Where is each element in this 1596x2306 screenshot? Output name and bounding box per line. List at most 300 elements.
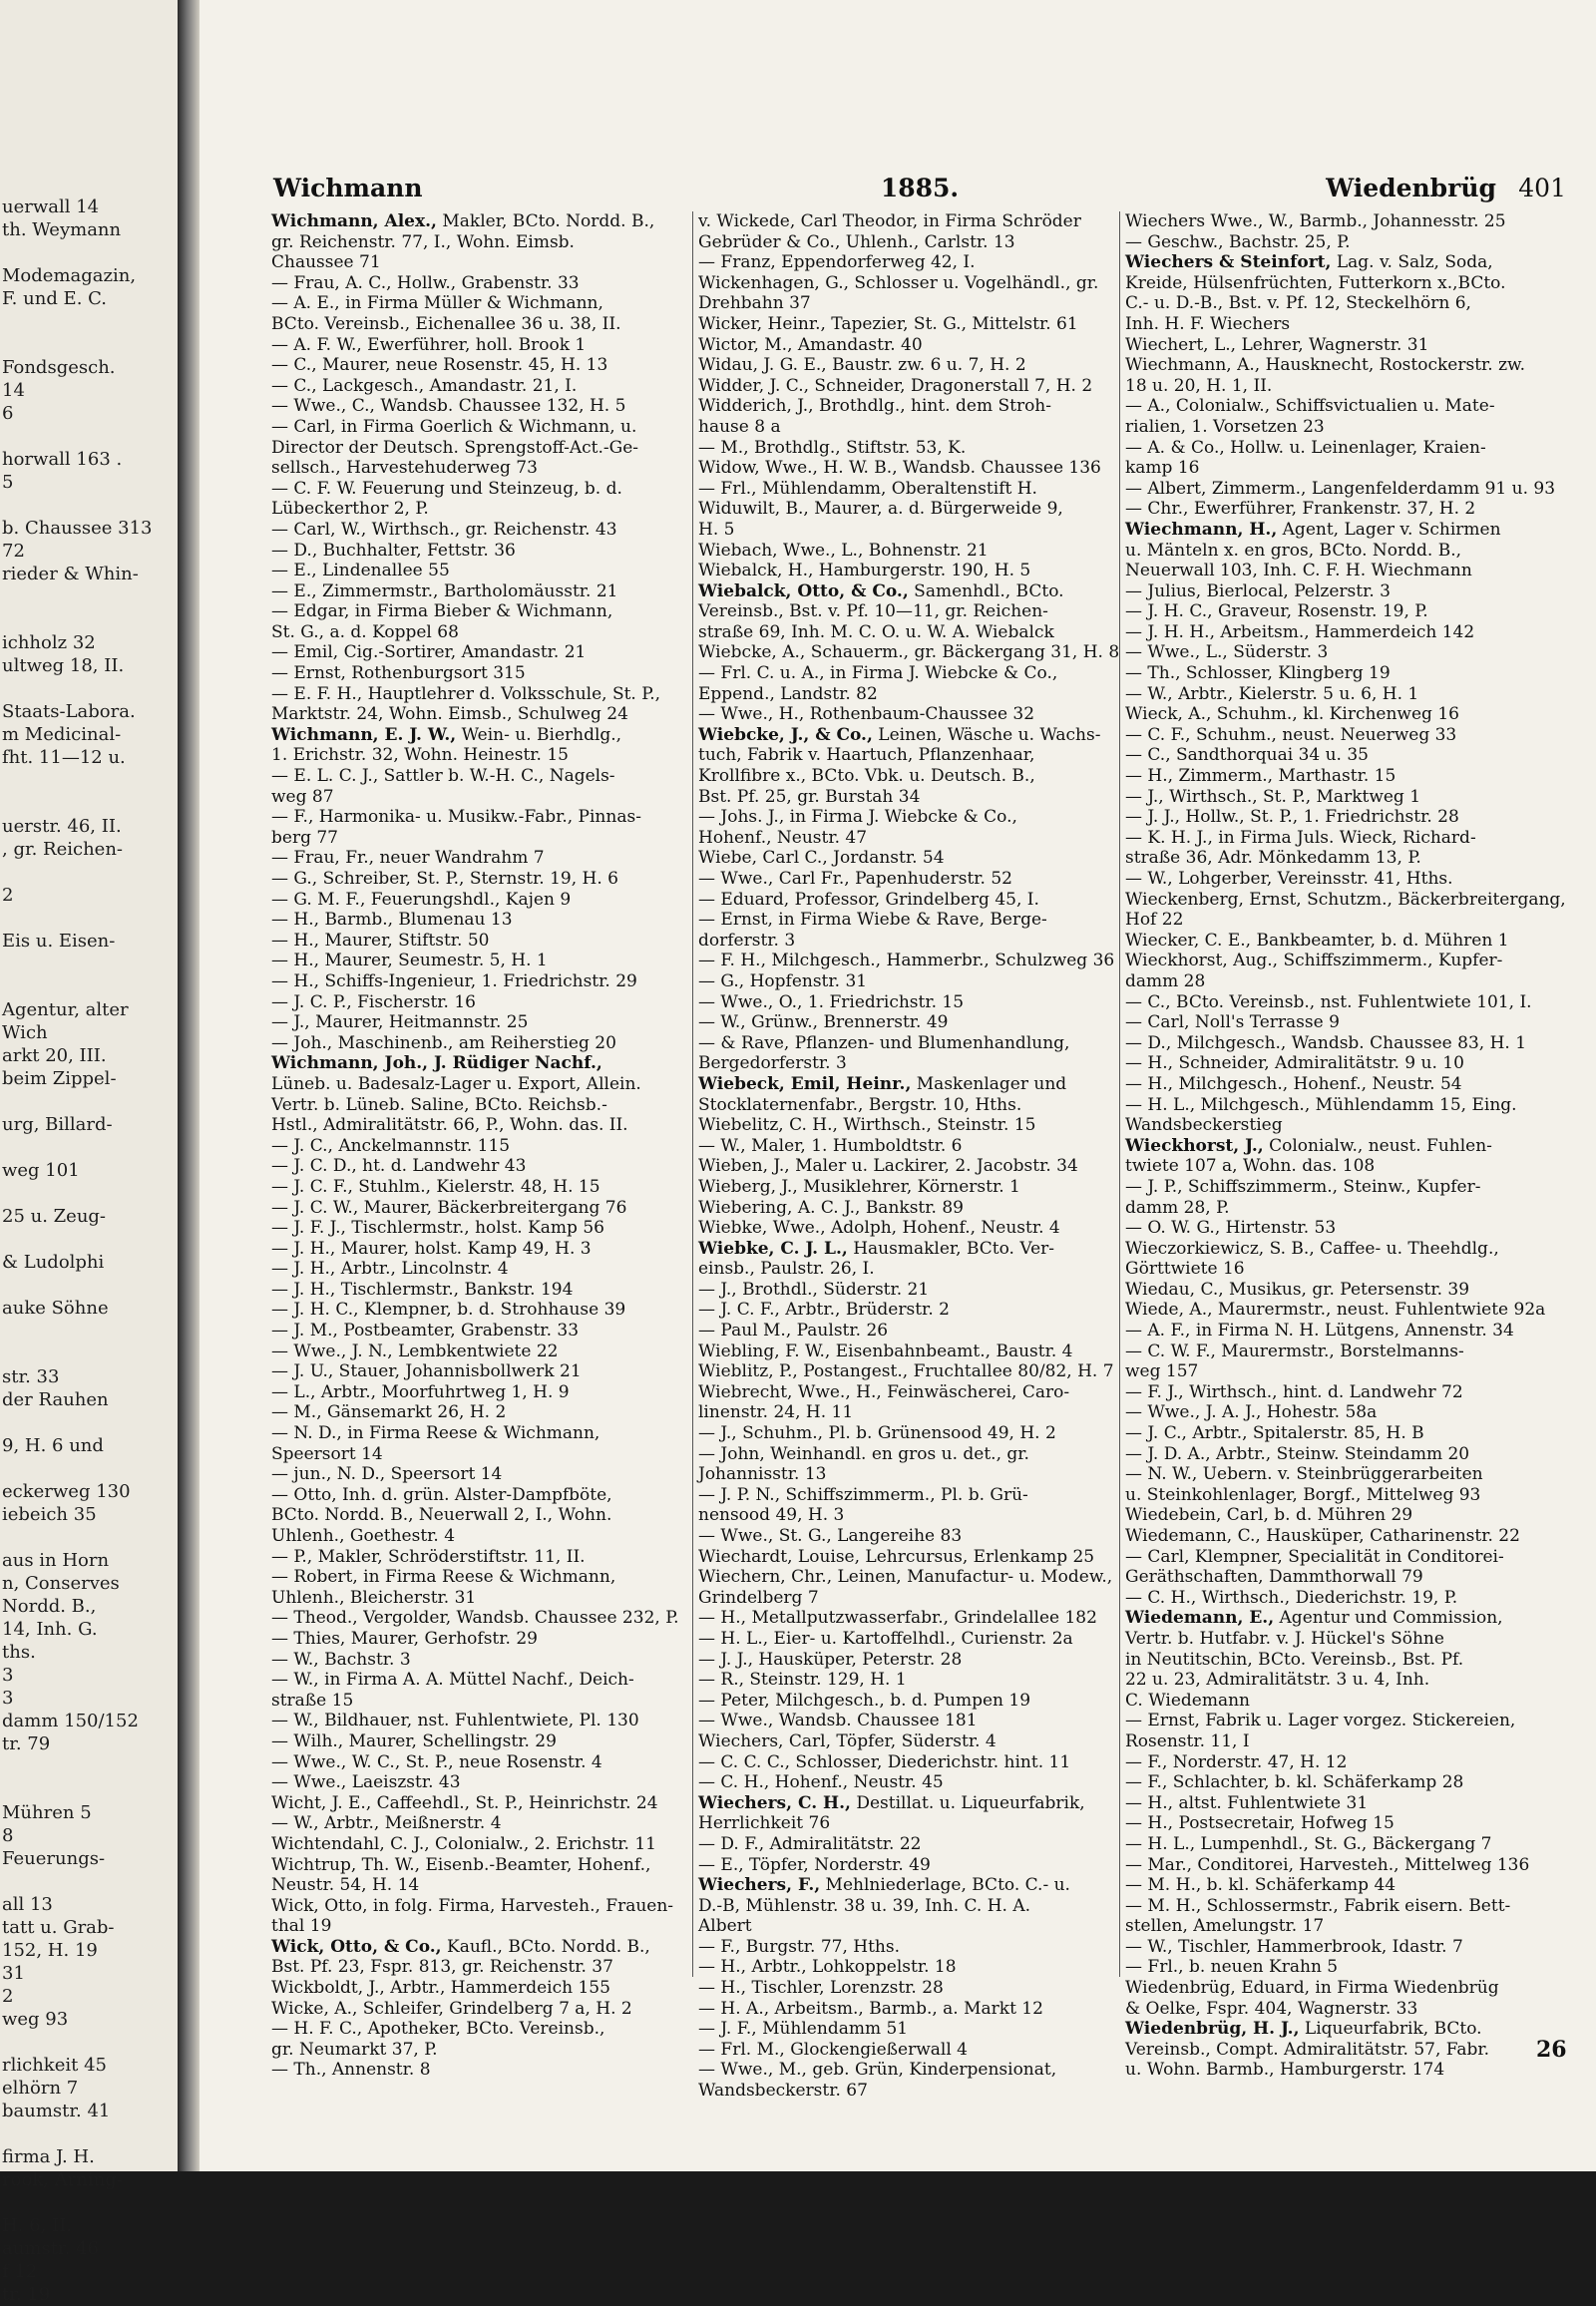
left-fragment-line: & Ludolphi <box>2 1252 105 1273</box>
directory-entry: weg 157 <box>1125 1361 1199 1382</box>
left-fragment-line: 31 <box>2 1963 25 1984</box>
directory-entry: Geräthschaften, Dammthorwall 79 <box>1125 1567 1423 1588</box>
directory-entry: — E., Lindenallee 55 <box>271 561 450 581</box>
directory-entry: Widuwilt, B., Maurer, a. d. Bürgerweide 9, <box>698 499 1063 520</box>
directory-entry: — G., Hopfenstr. 31 <box>698 970 868 991</box>
directory-entry: Wiedenbrüg, H. J., Liqueurfabrik, BCto. <box>1125 2019 1482 2040</box>
directory-entry: — Wwe., L., Süderstr. 3 <box>1125 642 1329 663</box>
directory-entry: — C., Lackgesch., Amandastr. 21, I. <box>271 375 578 396</box>
directory-entry: — L., Arbtr., Moorfuhrtweg 1, H. 9 <box>271 1381 570 1402</box>
directory-entry: — Carl, Klempner, Specialität in Conditorei- <box>1125 1546 1504 1567</box>
directory-entry: — J. H., Tischlermstr., Bankstr. 194 <box>271 1279 574 1300</box>
directory-entry: Wiebalck, Otto, & Co., Samenhdl., BCto. <box>698 580 1064 601</box>
directory-entry: Wiebe, Carl C., Jordanstr. 54 <box>698 848 945 869</box>
directory-entry: — Julius, Bierlocal, Pelzerstr. 3 <box>1125 580 1391 601</box>
left-fragment-line <box>2 2191 178 2214</box>
directory-entry: Widau, J. G. E., Baustr. zw. 6 u. 7, H. 2 <box>698 355 1026 376</box>
directory-entry: — J. C. F., Arbtr., Brüderstr. 2 <box>698 1300 950 1321</box>
directory-entry: — F. J., Wirthsch., hint. d. Landwehr 72 <box>1125 1381 1463 1402</box>
directory-entry: Krollfibre x., BCto. Vbk. u. Deutsch. B., <box>698 766 1035 787</box>
left-fragment-line: damm 150/152 <box>2 1711 139 1731</box>
directory-entry: Wiedemann, C., Hausküper, Catharinenstr. 22 <box>1125 1526 1520 1546</box>
directory-entry: — Otto, Inh. d. grün. Alster-Dampfböte, <box>271 1484 612 1505</box>
directory-entry: Wick, Otto, in folg. Firma, Harvesteh., Frauen- <box>271 1895 674 1916</box>
directory-entry: — H., Postsecretair, Hofweg 15 <box>1125 1813 1395 1834</box>
left-fragment-line: 14, Inh. G. <box>2 1619 98 1640</box>
directory-entry: St. G., a. d. Koppel 68 <box>271 621 459 642</box>
directory-entry: — J. F., Mühlendamm 51 <box>698 2019 909 2040</box>
directory-entry: — Mar., Conditorei, Harvesteh., Mittelweg 136 <box>1125 1854 1530 1875</box>
directory-entry: — J. H. C., Graveur, Rosenstr. 19, P. <box>1125 601 1428 622</box>
directory-entry: 18 u. 20, H. 1, II. <box>1125 375 1273 396</box>
directory-entry: straße 69, Inh. M. C. O. u. W. A. Wiebalck <box>698 621 1054 642</box>
directory-entry: Rosenstr. 11, I <box>1125 1730 1250 1751</box>
directory-entry: Wieckhorst, J., Colonialw., neust. Fuhlen- <box>1125 1135 1492 1156</box>
directory-entry: Stocklaternenfabr., Bergstr. 10, Hths. <box>698 1094 1022 1115</box>
directory-entry: — Edgar, in Firma Bieber & Wichmann, <box>271 601 613 622</box>
directory-entry: — W., Grünw., Brennerstr. 49 <box>698 1012 949 1033</box>
directory-entry: — N. W., Uebern. v. Steinbrüggerarbeiten <box>1125 1464 1483 1485</box>
directory-entry: — J. H. C., Klempner, b. d. Strohhause 39 <box>271 1300 626 1321</box>
left-fragment-line: arkt 20, III. <box>2 1045 107 1066</box>
directory-entry: linenstr. 24, H. 11 <box>698 1402 854 1423</box>
directory-entry: — E. F. H., Hauptlehrer d. Volksschule, St. P., <box>271 683 661 704</box>
directory-entry: Wiechmann, H., Agent, Lager v. Schirmen <box>1125 519 1501 540</box>
directory-entry: — J., Wirthsch., St. P., Marktweg 1 <box>1125 786 1421 807</box>
header-year: 1885. <box>880 174 960 202</box>
directory-entry: — Frau, A. C., Hollw., Grabenstr. 33 <box>271 272 580 293</box>
directory-entry: Johannisstr. 13 <box>698 1464 827 1485</box>
directory-entry: damm 28, P. <box>1125 1197 1230 1218</box>
left-fragment-line: horwall 163 . <box>2 449 123 470</box>
directory-entry: — M. H., b. kl. Schäferkamp 44 <box>1125 1875 1396 1896</box>
directory-entry: — Wwe., J. A. J., Hohestr. 58a <box>1125 1402 1378 1423</box>
directory-entry: — H., Arbtr., Lohkoppelstr. 18 <box>698 1957 957 1978</box>
directory-entry: Drehbahn 37 <box>698 293 811 314</box>
directory-entry: — Wwe., M., geb. Grün, Kinderpensionat, <box>698 2060 1057 2081</box>
left-page-text-column <box>2 195 178 2306</box>
directory-entry: Wiebling, F. W., Eisenbahnbeamt., Baustr. 4 <box>698 1341 1073 1361</box>
directory-entry: Speersort 14 <box>271 1443 383 1464</box>
left-fragment-line: 152, H. 19 <box>2 1940 98 1961</box>
directory-entry: stellen, Amelungstr. 17 <box>1125 1916 1325 1937</box>
directory-entry: Wicht, J. E., Caffeehdl., St. P., Heinrichstr. 24 <box>271 1792 658 1813</box>
directory-entry: — Chr., Ewerführer, Frankenstr. 37, H. 2 <box>1125 499 1476 520</box>
directory-entry: — J. D. A., Arbtr., Steinw. Steindamm 20 <box>1125 1443 1470 1464</box>
directory-entry: u. Wohn. Barmb., Hamburgerstr. 174 <box>1125 2060 1445 2081</box>
left-fragment-line <box>2 425 178 448</box>
directory-entry: — Wwe., C., Wandsb. Chaussee 132, H. 5 <box>271 396 626 417</box>
left-fragment-line: 2 <box>2 885 14 906</box>
directory-entry: — Frl., Mühlendamm, Oberaltenstift H. <box>698 478 1037 499</box>
left-fragment-line: Feuerungs- <box>2 1848 106 1869</box>
directory-entry: tuch, Fabrik v. Haartuch, Pflanzenhaar, <box>698 745 1035 766</box>
directory-entry: — C. W. F., Maurermstr., Borstelmanns- <box>1125 1341 1464 1361</box>
directory-entry: — H. L., Milchgesch., Mühlendamm 15, Eing. <box>1125 1094 1517 1115</box>
left-fragment-line <box>2 310 178 333</box>
left-fragment-line <box>2 1274 178 1297</box>
directory-entry: Wichtendahl, C. J., Colonialw., 2. Erichstr. 11 <box>271 1833 656 1854</box>
directory-entry: — E., Töpfer, Norderstr. 49 <box>698 1854 931 1875</box>
left-fragment-line <box>2 1343 178 1365</box>
directory-entry: — Carl, Noll's Terrasse 9 <box>1125 1012 1340 1033</box>
directory-entry: — Johs. J., in Firma J. Wiebcke & Co., <box>698 807 1017 828</box>
directory-entry: — J. P., Schiffszimmerm., Steinw., Kupfer- <box>1125 1176 1481 1197</box>
directory-entry: Neuerwall 103, Inh. C. F. H. Wiechmann <box>1125 561 1472 581</box>
directory-entry: Wiebeck, Emil, Heinr., Maskenlager und <box>698 1073 1067 1094</box>
directory-entry: Wiebach, Wwe., L., Bohnenstr. 21 <box>698 540 989 561</box>
directory-entry: — J. H., Maurer, holst. Kamp 49, H. 3 <box>271 1238 592 1259</box>
column-rule <box>1119 211 1120 1977</box>
directory-entry: — H., Maurer, Stiftstr. 50 <box>271 930 490 951</box>
left-fragment-line: H. 6, II. <box>2 2215 72 2236</box>
directory-entry: — Wwe., H., Rothenbaum-Chaussee 32 <box>698 704 1035 725</box>
left-fragment-line <box>2 608 178 631</box>
directory-entry: — M. H., Schlossermstr., Fabrik eisern. Bett- <box>1125 1895 1511 1916</box>
directory-entry: — Frl. M., Glockengießerwall 4 <box>698 2039 968 2060</box>
directory-entry: Vereinsb., Bst. v. Pf. 10—11, gr. Reichen- <box>698 601 1048 622</box>
directory-entry: — A. & Co., Hollw. u. Leinenlager, Kraien- <box>1125 437 1486 458</box>
directory-entry: — Eduard, Professor, Grindelberg 45, I. <box>698 889 1039 910</box>
left-fragment-line <box>2 677 178 700</box>
directory-entry: Wiedau, C., Musikus, gr. Petersenstr. 39 <box>1125 1279 1470 1300</box>
directory-entry: u. Mänteln x. en gros, BCto. Nordd. B., <box>1125 540 1462 561</box>
directory-entry: — A. F. W., Ewerführer, holl. Brook 1 <box>271 334 587 355</box>
directory-entry: Vereinsb., Compt. Admiralitätstr. 57, Fabr. <box>1125 2039 1490 2060</box>
directory-entry: — J. M., Postbeamter, Grabenstr. 33 <box>271 1321 580 1342</box>
directory-entry: — C. H., Hohenf., Neustr. 45 <box>698 1772 944 1793</box>
directory-entry: — H., Schiffs-Ingenieur, 1. Friedrichstr. 29 <box>271 970 637 991</box>
directory-page <box>200 0 1596 2171</box>
left-fragment-line: Fondsgesch. <box>2 357 116 378</box>
directory-entry: Wiechers, C. H., Destillat. u. Liqueurfabrik, <box>698 1792 1085 1813</box>
directory-entry: einsb., Paulstr. 26, I. <box>698 1259 875 1280</box>
directory-entry: Wiebelitz, C. H., Wirthsch., Steinstr. 15 <box>698 1115 1036 1136</box>
directory-entry: — Emil, Cig.-Sortirer, Amandastr. 21 <box>271 642 587 663</box>
left-fragment-line: iebeich 35 <box>2 1504 97 1525</box>
left-fragment-line: 25 u. Zeug- <box>2 1206 107 1227</box>
column-rule <box>692 211 693 1977</box>
directory-entry: — H. F. C., Apotheker, BCto. Vereinsb., <box>271 2019 605 2040</box>
directory-entry: Wichmann, E. J. W., Wein- u. Bierhdlg., <box>271 724 622 745</box>
directory-entry: Wiedenbrüg, Eduard, in Firma Wiedenbrüg <box>1125 1978 1499 1999</box>
left-fragment-line <box>2 1778 178 1801</box>
directory-entry: Wiebcke, J., & Co., Leinen, Wäsche u. Wachs- <box>698 724 1101 745</box>
directory-entry: Hohenf., Neustr. 47 <box>698 827 868 848</box>
directory-entry: Wiebalck, H., Hamburgerstr. 190, H. 5 <box>698 561 1031 581</box>
directory-entry: — A. E., in Firma Müller & Wichmann, <box>271 293 603 314</box>
directory-entry: Wiebrecht, Wwe., H., Feinwäscherei, Caro- <box>698 1381 1070 1402</box>
directory-entry: Wiecker, C. E., Bankbeamter, b. d. Mühren 1 <box>1125 930 1509 951</box>
directory-entry: Director der Deutsch. Sprengstoff-Act.-Ge- <box>271 437 639 458</box>
left-fragment-line <box>2 1870 178 1893</box>
directory-entry: Wieben, J., Maler u. Lackirer, 2. Jacobstr. 34 <box>698 1156 1078 1177</box>
signature-mark: 26 <box>1536 2037 1567 2063</box>
left-fragment-line <box>2 1090 178 1113</box>
directory-entry: — W., Bachstr. 3 <box>271 1649 411 1670</box>
header-first-entry: Wichmann <box>273 174 423 202</box>
directory-entry: Bst. Pf. 25, gr. Burstah 34 <box>698 786 921 807</box>
directory-entry: Wandsbeckerstr. 67 <box>698 2081 868 2102</box>
directory-entry: — A., Colonialw., Schiffsvictualien u. Mate- <box>1125 396 1495 417</box>
left-fragment-line: elhörn 7 <box>2 2078 79 2099</box>
directory-entry: Wiedemann, E., Agentur und Commission, <box>1125 1608 1503 1629</box>
directory-entry: — Wwe., J. N., Lembkentwiete 22 <box>271 1341 559 1361</box>
directory-entry: — O. W. G., Hirtenstr. 53 <box>1125 1218 1337 1239</box>
directory-entry: — Th., Annenstr. 8 <box>271 2060 431 2081</box>
directory-entry: Wieblitz, P., Postangest., Fruchtallee 80/82, H. 7 <box>698 1361 1114 1382</box>
directory-entry: kamp 16 <box>1125 458 1200 479</box>
directory-entry: & Oelke, Fspr. 404, Wagnerstr. 33 <box>1125 1998 1418 2019</box>
directory-entry: — M., Brothdlg., Stiftstr. 53, K. <box>698 437 967 458</box>
directory-entry: Eppend., Landstr. 82 <box>698 683 878 704</box>
left-fragment-line <box>2 975 178 998</box>
directory-entry: — Joh., Maschinenb., am Reiherstieg 20 <box>271 1032 616 1053</box>
left-fragment-line: ichholz 32 <box>2 632 96 653</box>
left-fragment-line: Agentur, alter <box>2 999 129 1020</box>
directory-entry: Wichmann, Joh., J. Rüdiger Nachf., <box>271 1053 602 1074</box>
directory-entry: — A. F., in Firma N. H. Lütgens, Annenstr. 34 <box>1125 1321 1514 1342</box>
left-fragment-line: 5 <box>2 472 14 493</box>
left-fragment-line: aumstr. 46 <box>2 2238 99 2259</box>
directory-entry: — Wwe., W. C., St. P., neue Rosenstr. 4 <box>271 1751 602 1772</box>
directory-entry: Wieckhorst, Aug., Schiffszimmerm., Kupfer- <box>1125 951 1503 971</box>
directory-entry: — J. C. W., Maurer, Bäckerbreitergang 76 <box>271 1197 627 1218</box>
directory-entry: Wiechardt, Louise, Lehrcursus, Erlenkamp 25 <box>698 1546 1095 1567</box>
directory-entry: — H., Milchgesch., Hohenf., Neustr. 54 <box>1125 1073 1462 1094</box>
directory-entry: Vertr. b. Hutfabr. v. J. Hückel's Söhne <box>1125 1628 1444 1649</box>
left-fragment-line: 14 <box>2 380 25 401</box>
directory-entry: — D. F., Admiralitätstr. 22 <box>698 1833 922 1854</box>
directory-entry: — H., Schneider, Admiralitätstr. 9 u. 10 <box>1125 1053 1464 1074</box>
directory-entry: Uhlenh., Goethestr. 4 <box>271 1526 456 1546</box>
directory-entry: Wiebering, A. C. J., Bankstr. 89 <box>698 1197 964 1218</box>
directory-entry: Hof 22 <box>1125 910 1184 931</box>
directory-entry: — W., Tischler, Hammerbrook, Idastr. 7 <box>1125 1936 1463 1957</box>
left-fragment-line: rook, Arning- <box>2 2169 123 2190</box>
directory-entry: Gebrüder & Co., Uhlenh., Carlstr. 13 <box>698 231 1015 252</box>
directory-entry: — C. C. C., Schlosser, Diederichstr. hint. 11 <box>698 1751 1071 1772</box>
left-fragment-line <box>2 769 178 792</box>
directory-entry: — F., Burgstr. 77, Hths. <box>698 1936 901 1957</box>
directory-entry: — W., Maler, 1. Humboldtstr. 6 <box>698 1135 963 1156</box>
directory-entry: Wiechers, F., Mehlniederlage, BCto. C.- u. <box>698 1875 1070 1896</box>
left-fragment-line: weg 93 <box>2 2009 69 2030</box>
left-fragment-line: 72 <box>2 541 25 562</box>
left-fragment-line: Modemagazin, <box>2 265 137 286</box>
directory-entry: in Neutitschin, BCto. Vereinsb., Bst. Pf. <box>1125 1649 1464 1670</box>
left-fragment-line: , gr. Reichen- <box>2 839 123 860</box>
left-fragment-line: uerstr. 46, II. <box>2 816 122 837</box>
directory-entry: — Wwe., Wandsb. Chaussee 181 <box>698 1711 978 1731</box>
directory-entry: — Frl. C. u. A., in Firma J. Wiebcke & Co., <box>698 663 1058 684</box>
left-fragment-line: n, Conserves <box>2 1573 120 1594</box>
directory-entry: Widderich, J., Brothdlg., hint. dem Stroh- <box>698 396 1052 417</box>
directory-entry: Vertr. b. Lüneb. Saline, BCto. Reichsb.- <box>271 1094 607 1115</box>
directory-entry: — Carl, in Firma Goerlich & Wichmann, u. <box>271 416 637 437</box>
directory-entry: — J. H., Arbtr., Lincolnstr. 4 <box>271 1259 509 1280</box>
left-fragment-line <box>2 494 178 517</box>
directory-entry: Wiechmann, A., Hausknecht, Rostockerstr. zw. <box>1125 355 1525 376</box>
directory-entry: — Th., Schlosser, Klingberg 19 <box>1125 663 1391 684</box>
directory-entry: rialien, 1. Vorsetzen 23 <box>1125 416 1325 437</box>
directory-entry: — W., Arbtr., Meißnerstr. 4 <box>271 1813 502 1834</box>
left-fragment-line: Eis u. Eisen- <box>2 931 116 952</box>
directory-entry: Wiede, A., Maurermstr., neust. Fuhlentwiete 92a <box>1125 1300 1546 1321</box>
directory-entry: — M., Gänsemarkt 26, H. 2 <box>271 1402 507 1423</box>
directory-entry: Wiechern, Chr., Leinen, Manufactur- u. Modew., <box>698 1567 1113 1588</box>
directory-entry: berg 77 <box>271 827 338 848</box>
left-fragment-line <box>2 907 178 930</box>
directory-entry: — H. L., Eier- u. Kartoffelhdl., Curienstr. 2a <box>698 1628 1073 1649</box>
directory-entry: — Thies, Maurer, Gerhofstr. 29 <box>271 1628 538 1649</box>
directory-entry: Wiechers & Steinfort, Lag. v. Salz, Soda, <box>1125 252 1493 273</box>
directory-entry: — J. P. N., Schiffszimmerm., Pl. b. Grü- <box>698 1484 1028 1505</box>
left-fragment-line <box>2 861 178 884</box>
directory-entry: — K. H. J., in Firma Juls. Wieck, Richard- <box>1125 827 1476 848</box>
directory-entry: — Wwe., St. G., Langereihe 83 <box>698 1526 963 1546</box>
directory-entry: — Wilh., Maurer, Schellingstr. 29 <box>271 1730 557 1751</box>
header-last-entry: Wiedenbrüg <box>1326 174 1496 202</box>
directory-entry: Lübeckerthor 2, P. <box>271 499 429 520</box>
left-fragment-line <box>2 1136 178 1159</box>
directory-entry: — D., Milchgesch., Wandsb. Chaussee 83, H. 1 <box>1125 1032 1527 1053</box>
directory-entry: — Wwe., O., 1. Friedrichstr. 15 <box>698 991 965 1012</box>
directory-entry: — Frau, Fr., neuer Wandrahm 7 <box>271 848 545 869</box>
directory-entry: D.-B, Mühlenstr. 38 u. 39, Inh. C. H. A. <box>698 1895 1031 1916</box>
directory-entry: twiete 107 a, Wohn. das. 108 <box>1125 1156 1376 1177</box>
left-fragment-line: Wich <box>2 1022 48 1043</box>
left-fragment-line: baumstr. 41 <box>2 2101 111 2121</box>
directory-entry: Herrlichkeit 76 <box>698 1813 831 1834</box>
left-fragment-line <box>2 1182 178 1205</box>
directory-entry: — H. L., Lumpenhdl., St. G., Bäckergang 7 <box>1125 1833 1492 1854</box>
directory-entry: weg 87 <box>271 786 334 807</box>
directory-entry: Wickenhagen, G., Schlosser u. Vogelhändl., gr. <box>698 272 1099 293</box>
directory-entry: C. Wiedemann <box>1125 1690 1250 1711</box>
left-fragment-line: 8 <box>2 1825 14 1846</box>
directory-entry: 1. Erichstr. 32, Wohn. Heinestr. 15 <box>271 745 569 766</box>
directory-entry: Wictor, M., Amandastr. 40 <box>698 334 923 355</box>
directory-entry: gr. Reichenstr. 77, I., Wohn. Eimsb. <box>271 231 575 252</box>
left-fragment-line: urg, Billard- <box>2 1114 113 1135</box>
directory-entry: — Wwe., Carl Fr., Papenhuderstr. 52 <box>698 869 1012 889</box>
left-fragment-line: Mühren 5 <box>2 1802 92 1823</box>
directory-entry: — W., Bildhauer, nst. Fuhlentwiete, Pl. 130 <box>271 1711 639 1731</box>
directory-entry: 22 u. 23, Admiralitätstr. 3 u. 4, Inh. <box>1125 1670 1430 1691</box>
left-fragment-line <box>2 241 178 264</box>
left-fragment-line: tr. 19 <box>2 2284 51 2305</box>
left-fragment-line <box>2 1411 178 1434</box>
directory-entry: — C., Maurer, neue Rosenstr. 45, H. 13 <box>271 355 608 376</box>
directory-entry: — Carl, W., Wirthsch., gr. Reichenstr. 43 <box>271 519 617 540</box>
directory-entry: Hstl., Admiralitätstr. 66, P., Wohn. das. II. <box>271 1115 628 1136</box>
left-fragment-line: firma J. H. <box>2 2146 95 2167</box>
directory-entry: — G., Schreiber, St. P., Sternstr. 19, H. 6 <box>271 869 618 889</box>
left-fragment-line: weg 101 <box>2 1160 80 1181</box>
left-fragment-line: rlichkeit 45 <box>2 2055 107 2076</box>
running-header <box>273 174 1566 209</box>
directory-entry: — Robert, in Firma Reese & Wichmann, <box>271 1567 616 1588</box>
left-fragment-line: beim Zippel- <box>2 1068 117 1089</box>
left-fragment-line: auke Söhne <box>2 1298 109 1319</box>
directory-entry: Wieczorkiewicz, S. B., Caffee- u. Theehdlg., <box>1125 1238 1499 1259</box>
directory-entry: — John, Weinhandl. en gros u. det., gr. <box>698 1443 1029 1464</box>
directory-entry: dorferstr. 3 <box>698 930 796 951</box>
directory-column-1 <box>271 211 690 2081</box>
directory-entry: Marktstr. 24, Wohn. Eimsb., Schulweg 24 <box>271 704 628 725</box>
left-fragment-line: 3 <box>2 1688 14 1709</box>
directory-entry: u. Steinkohlenlager, Borgf., Mittelweg 93 <box>1125 1484 1481 1505</box>
directory-entry: — & Rave, Pflanzen- und Blumenhandlung, <box>698 1032 1070 1053</box>
directory-entry: Grindelberg 7 <box>698 1587 819 1608</box>
directory-entry: — J. U., Stauer, Johannisbollwerk 21 <box>271 1361 582 1382</box>
directory-entry: Bergedorferstr. 3 <box>698 1053 847 1074</box>
directory-entry: — J., Schuhm., Pl. b. Grünensood 49, H. 2 <box>698 1423 1056 1444</box>
directory-entry: — J. C., Arbtr., Spitalerstr. 85, H. B <box>1125 1423 1424 1444</box>
directory-entry: Kreide, Hülsenfrüchten, Futterkorn x.,BCto. <box>1125 272 1506 293</box>
directory-entry: — C. H., Wirthsch., Diederichstr. 19, P. <box>1125 1587 1458 1608</box>
left-page-fragment <box>0 0 180 2305</box>
directory-entry: — H. A., Arbeitsm., Barmb., a. Markt 12 <box>698 1998 1043 2019</box>
directory-entry: — H., Metallputzwasserfabr., Grindelallee 182 <box>698 1608 1097 1629</box>
directory-entry: thal 19 <box>271 1916 332 1937</box>
directory-entry: — Ernst, in Firma Wiebe & Rave, Berge- <box>698 910 1047 931</box>
directory-entry: — W., in Firma A. A. Müttel Nachf., Deich- <box>271 1670 634 1691</box>
left-fragment-line <box>2 792 178 815</box>
left-fragment-line: 3 <box>2 1665 14 1686</box>
directory-entry: gr. Neumarkt 37, P. <box>271 2039 438 2060</box>
directory-entry: Wickboldt, J., Arbtr., Hammerdeich 155 <box>271 1978 610 1999</box>
directory-entry: — Frl., b. neuen Krahn 5 <box>1125 1957 1339 1978</box>
left-fragment-line: rieder & Whin- <box>2 564 139 584</box>
directory-entry: — C., Sandthorquai 34 u. 35 <box>1125 745 1370 766</box>
directory-entry: — Paul M., Paulstr. 26 <box>698 1321 889 1342</box>
directory-entry: — jun., N. D., Speersort 14 <box>271 1464 503 1485</box>
left-fragment-line: 2 <box>2 1986 14 2007</box>
page-number: 401 <box>1518 174 1566 202</box>
left-fragment-line <box>2 1755 178 1778</box>
left-fragment-line: fht. 11—12 u. <box>2 747 126 768</box>
directory-entry: — Ernst, Fabrik u. Lager vorgez. Stickereien, <box>1125 1711 1516 1731</box>
directory-entry: — J., Brothdl., Süderstr. 21 <box>698 1279 930 1300</box>
directory-entry: Wichtrup, Th. W., Eisenb.-Beamter, Hohenf., <box>271 1854 651 1875</box>
left-fragment-line: th. Weymann <box>2 219 122 240</box>
directory-entry: H. 5 <box>698 519 735 540</box>
directory-entry: — N. D., in Firma Reese & Wichmann, <box>271 1423 600 1444</box>
left-fragment-line: m Medicinal- <box>2 724 122 745</box>
directory-entry: Wieberg, J., Musiklehrer, Körnerstr. 1 <box>698 1176 1020 1197</box>
directory-entry: — E., Zimmermstr., Bartholomäusstr. 21 <box>271 580 618 601</box>
directory-column-2 <box>698 211 1120 2102</box>
directory-entry: straße 15 <box>271 1690 354 1711</box>
directory-entry: — F. H., Milchgesch., Hammerbr., Schulzweg 36 <box>698 951 1115 971</box>
directory-entry: — Peter, Milchgesch., b. d. Pumpen 19 <box>698 1690 1031 1711</box>
left-fragment-line: aus in Horn <box>2 1550 110 1571</box>
directory-entry: — J. C., Anckelmannstr. 115 <box>271 1135 511 1156</box>
directory-entry: Neustr. 54, H. 14 <box>271 1875 420 1896</box>
directory-entry: — D., Buchhalter, Fettstr. 36 <box>271 540 516 561</box>
left-fragment-line <box>2 1457 178 1480</box>
left-fragment-line: f 12 <box>2 2261 38 2282</box>
left-fragment-line: ultweg 18, II. <box>2 655 125 676</box>
directory-entry: — H., Barmb., Blumenau 13 <box>271 910 513 931</box>
left-fragment-line: 6 <box>2 403 14 424</box>
directory-entry: Wiebcke, A., Schauerm., gr. Bäckergang 31, H. 8 <box>698 642 1120 663</box>
directory-entry: C.- u. D.-B., Bst. v. Pf. 12, Steckelhörn 6, <box>1125 293 1471 314</box>
left-fragment-line <box>2 953 178 975</box>
directory-entry: Inh. H. F. Wiechers <box>1125 313 1291 334</box>
